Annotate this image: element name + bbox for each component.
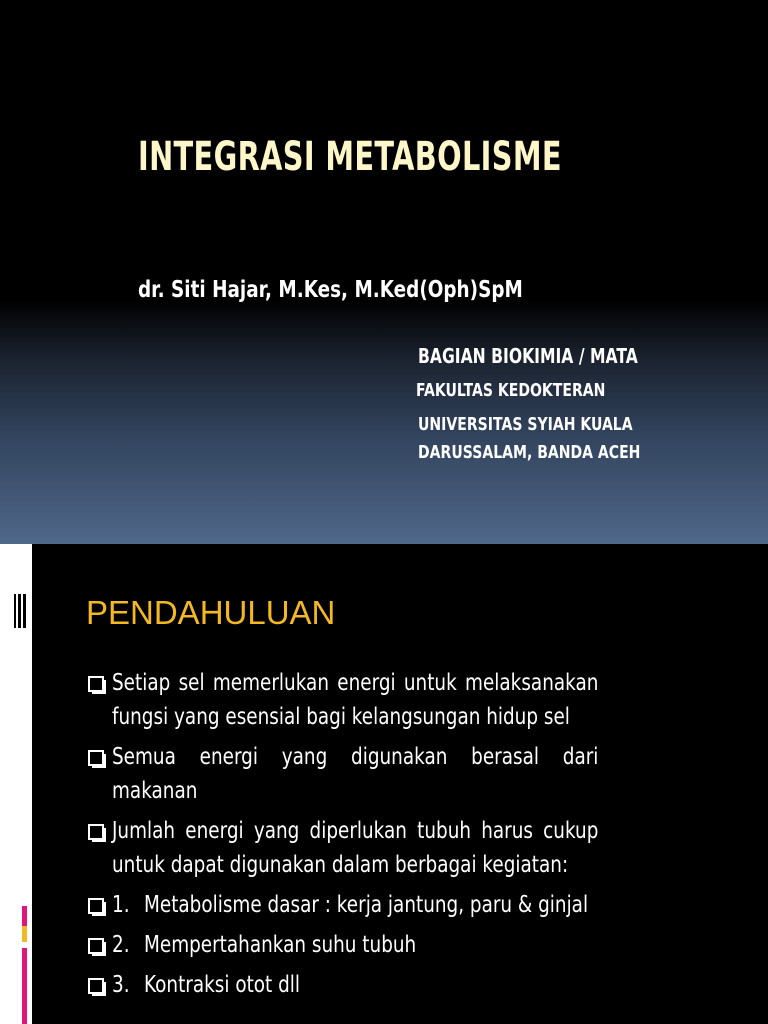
checkbox-bullet-icon bbox=[88, 750, 104, 766]
bullet-text: Setiap sel memerlukan energi untuk melaksanakan fungsi yang esensial bagi kelangsungan hidup sel bbox=[112, 670, 599, 730]
institution-line-2: FAKULTAS KEDOKTERAN bbox=[416, 380, 606, 401]
bullet-number: 3. bbox=[112, 972, 130, 998]
list-item bbox=[88, 814, 720, 882]
bullet-text bbox=[112, 888, 598, 922]
bullet-text: Semua energi yang digunakan berasal dari makanan bbox=[112, 744, 599, 804]
bullet-item-text: Metabolisme dasar : kerja jantung, paru & ginjal bbox=[144, 892, 589, 918]
checkbox-bullet-icon bbox=[88, 978, 104, 994]
slide-sidebar bbox=[0, 544, 30, 1024]
bullet-number: 1. bbox=[112, 892, 130, 918]
sidebar-accent-yellow bbox=[22, 926, 27, 942]
list-item bbox=[88, 740, 720, 808]
bullet-list bbox=[88, 666, 720, 1008]
bullet-text bbox=[112, 968, 598, 1002]
list-item bbox=[88, 968, 720, 1002]
bullet-text: Jumlah energi yang diperlukan tubuh harus cukup untuk dapat digunakan dalam berbagai kegiatan: bbox=[112, 818, 599, 878]
section-heading: PENDAHULUAN bbox=[86, 594, 336, 631]
sidebar-bar-mark bbox=[18, 594, 21, 628]
list-item bbox=[88, 928, 720, 962]
sidebar-bar-mark bbox=[23, 594, 26, 628]
institution-line-1: BAGIAN BIOKIMIA / MATA bbox=[418, 344, 638, 368]
sidebar-accent-pink bbox=[22, 906, 27, 926]
institution-line-3: UNIVERSITAS SYIAH KUALA bbox=[418, 414, 633, 435]
checkbox-bullet-icon bbox=[88, 676, 104, 692]
sidebar-bar-mark bbox=[14, 594, 16, 628]
bullet-number: 2. bbox=[112, 932, 130, 958]
checkbox-bullet-icon bbox=[88, 898, 104, 914]
bullet-item-text: Kontraksi otot dll bbox=[144, 972, 301, 998]
list-item bbox=[88, 666, 720, 734]
sidebar-accent-pink bbox=[22, 948, 27, 1024]
bullet-text bbox=[112, 928, 598, 962]
institution-line-4: DARUSSALAM, BANDA ACEH bbox=[418, 442, 641, 463]
list-item bbox=[88, 888, 720, 922]
checkbox-bullet-icon bbox=[88, 938, 104, 954]
content-slide bbox=[0, 544, 768, 1024]
bullet-item-text: Mempertahankan suhu tubuh bbox=[144, 932, 417, 958]
slide-title: INTEGRASI METABOLISME bbox=[138, 134, 562, 180]
sidebar-divider bbox=[30, 544, 32, 1024]
author-name: dr. Siti Hajar, M.Kes, M.Ked(Oph)SpM bbox=[138, 277, 523, 303]
checkbox-bullet-icon bbox=[88, 824, 104, 840]
